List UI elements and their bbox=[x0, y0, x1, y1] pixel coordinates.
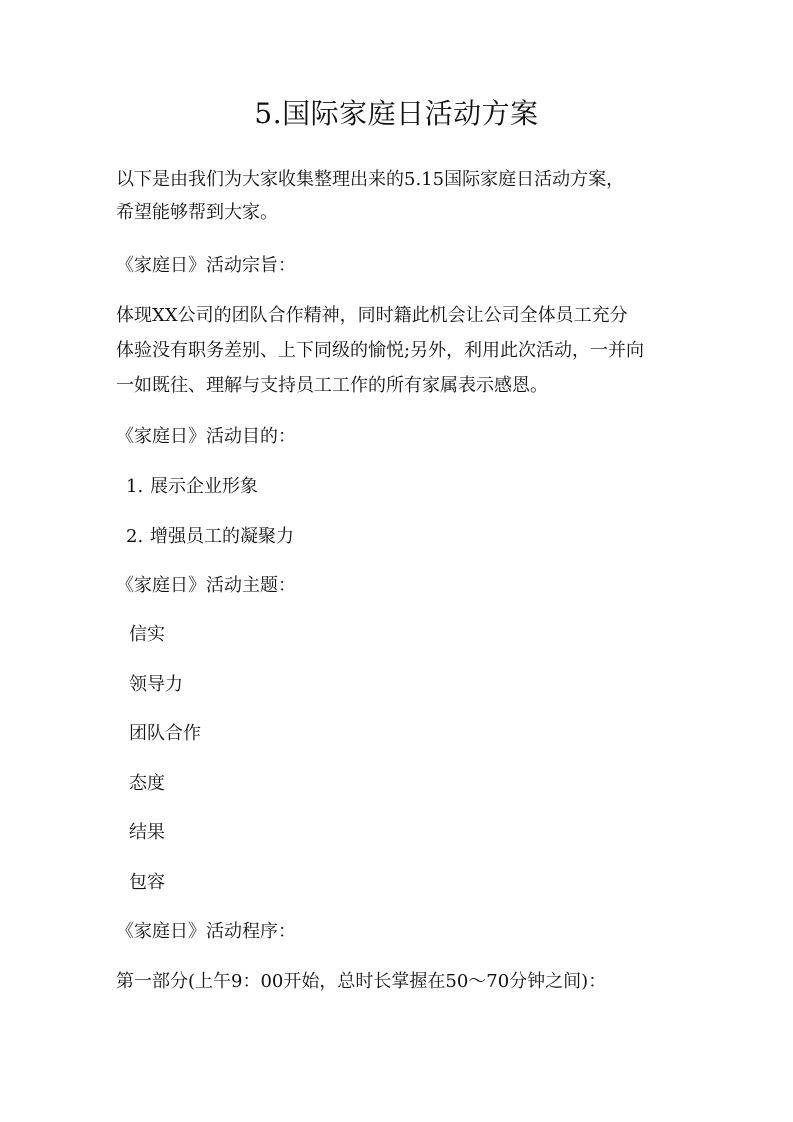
theme-item-2: 领导力 bbox=[129, 674, 183, 695]
intro-line-1: 以下是由我们为大家收集整理出来的5.15国际家庭日活动方案， bbox=[116, 169, 625, 190]
intro-line-2: 希望能够帮到大家。 bbox=[116, 202, 278, 223]
goal-text: 展示企业形象 bbox=[150, 476, 258, 497]
goal-number: 2. bbox=[126, 526, 144, 547]
theme-item-5: 结果 bbox=[129, 822, 165, 843]
document-title: 5.国际家庭日活动方案 bbox=[254, 97, 539, 130]
theme-item-1: 信实 bbox=[129, 624, 165, 645]
heading-goal: 《家庭日》活动目的： bbox=[116, 426, 296, 447]
theme-item-6: 包容 bbox=[129, 872, 165, 893]
program-part-1: 第一部分(上午9：00开始，总时长掌握在50～70分钟之间)： bbox=[116, 971, 607, 992]
theme-item-3: 团队合作 bbox=[129, 723, 201, 744]
goal-item-2 bbox=[126, 524, 294, 550]
purpose-line-3: 一如既往、理解与支持员工工作的所有家属表示感恩。 bbox=[116, 375, 548, 396]
goal-item-1 bbox=[126, 474, 258, 500]
purpose-line-1: 体现XX公司的团队合作精神，同时籍此机会让公司全体员工充分 bbox=[116, 305, 628, 326]
purpose-line-2: 体验没有职务差别、上下同级的愉悦;另外，利用此次活动，一并向 bbox=[116, 340, 645, 361]
goal-text: 增强员工的凝聚力 bbox=[150, 526, 294, 547]
goal-number: 1. bbox=[126, 476, 144, 497]
heading-theme: 《家庭日》活动主题： bbox=[116, 575, 296, 596]
theme-item-4: 态度 bbox=[129, 773, 165, 794]
heading-program: 《家庭日》活动程序： bbox=[116, 921, 296, 942]
heading-purpose: 《家庭日》活动宗旨： bbox=[116, 255, 296, 276]
